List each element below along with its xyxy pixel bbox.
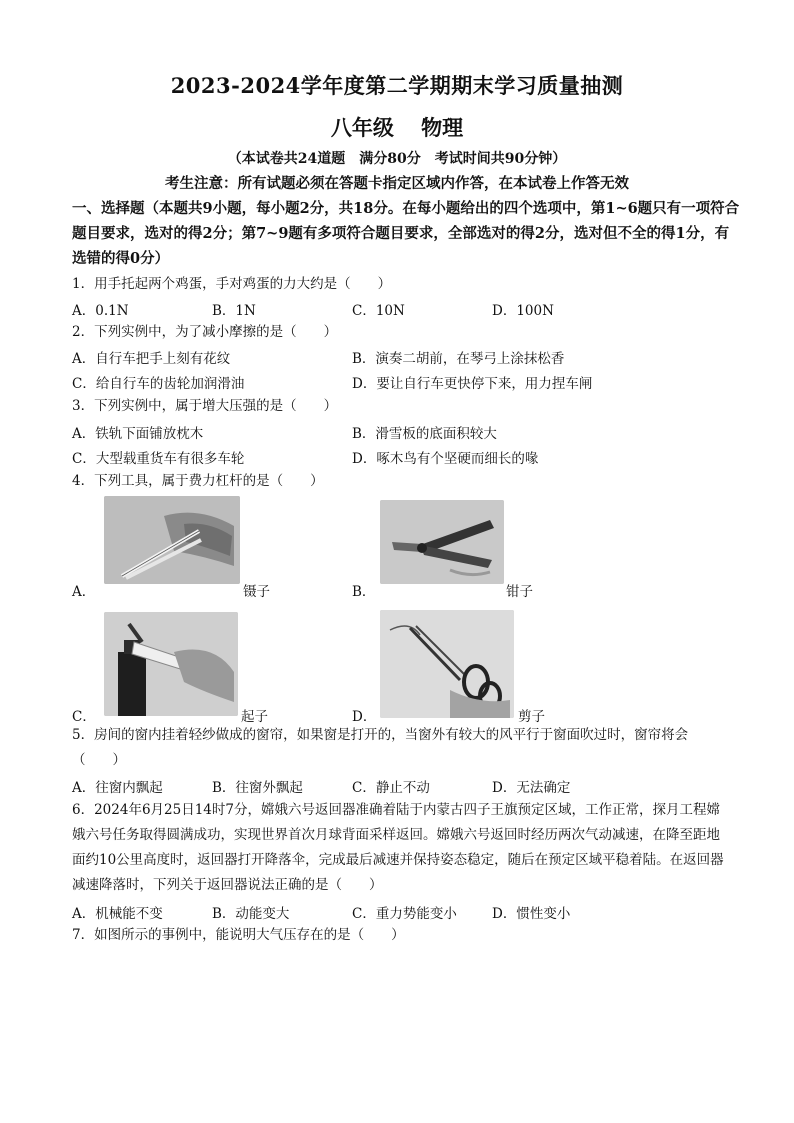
question-2-options-row1: [72, 347, 732, 369]
exam-subtitle: [0, 112, 794, 142]
option-c: C．给自行车的齿轮加润滑油: [72, 376, 245, 392]
subject-label: 物理: [421, 115, 464, 140]
exam-notice: 考生注意：所有试题必须在答题卡指定区域内作答，在本试卷上作答无效: [165, 175, 629, 192]
option-d: D．100N: [492, 303, 554, 319]
option-d: D．啄木鸟有个坚硬而细长的喙: [352, 451, 539, 467]
exam-meta: （本试卷共24道题 满分80分 考试时间共90分钟）: [227, 151, 567, 167]
question-3-options-row1: [72, 422, 732, 444]
bottle-opener-photo: [104, 612, 238, 716]
option-a: A．铁轨下面铺放枕木: [72, 426, 204, 442]
question-2-options-row2: [72, 372, 732, 394]
grade-label: 八年级: [330, 115, 394, 140]
question-7-stem: 7．如图所示的事例中，能说明大气压存在的是（ ）: [72, 927, 405, 943]
option-d: D．: [352, 709, 377, 725]
question-3-options-row2: [72, 447, 732, 469]
option-d: D．惯性变小: [492, 906, 571, 922]
option-b: B．1N: [212, 303, 256, 319]
option-b: B．: [352, 584, 376, 600]
scissors-photo: [380, 610, 514, 718]
option-b: B．滑雪板的底面积较大: [352, 426, 497, 442]
option-c: C．10N: [352, 303, 405, 319]
option-a: A．: [72, 584, 96, 600]
pliers-photo: [380, 500, 504, 584]
exam-title: 2023-2024学年度第二学期期末学习质量抽测: [170, 73, 624, 98]
option-b: B．演奏二胡前，在琴弓上涂抹松香: [352, 351, 565, 367]
tweezers-label: 镊子: [243, 584, 270, 600]
option-d: D．要让自行车更快停下来，用力捏车闸: [352, 376, 593, 392]
pliers-label: 钳子: [506, 584, 533, 600]
option-c: C．大型载重货车有很多车轮: [72, 451, 245, 467]
question-6-stem: 6．2024年6月25日14时7分，嫦娥六号返回器准确着陆于内蒙古四子王旗预定区域，工作正常，探月工程嫦娥六号任务取得圆满成功，实现世界首次月球背面采样返回。嫦娥六号返回时经历两次气动减速，在降至距地面约10公里高度时，返回器打开降落伞，完成最后减速并保持姿态稳定，随后在预定区域平稳着陆。在返回器减速降落时，下列关于返回器说法正确的是（ ）: [72, 802, 724, 893]
option-c: C．重力势能变小: [352, 906, 457, 922]
question-6-options: [72, 902, 732, 924]
bottle-opener-icon: [104, 612, 238, 716]
question-4-stem: 4．下列工具，属于费力杠杆的是（ ）: [72, 473, 324, 489]
option-c: C．: [72, 709, 96, 725]
scissors-icon: [380, 610, 514, 718]
question-5-options: [72, 776, 732, 798]
option-c: C．静止不动: [352, 780, 430, 796]
tweezers-icon: [104, 496, 240, 584]
option-a: A．0.1N: [72, 303, 129, 319]
question-1-stem: 1．用手托起两个鸡蛋，手对鸡蛋的力大约是（ ）: [72, 276, 392, 292]
question-3-stem: 3．下列实例中，属于增大压强的是（ ）: [72, 398, 338, 414]
bottle-opener-label: 起子: [241, 709, 268, 725]
question-1-options: [72, 299, 732, 321]
scissors-label: 剪子: [518, 709, 545, 725]
option-b: B．往窗外飘起: [212, 780, 303, 796]
pliers-icon: [380, 500, 504, 584]
tweezers-photo: [104, 496, 240, 584]
question-5-stem: 5．房间的窗内挂着轻纱做成的窗帘，如果窗是打开的，当窗外有较大的风平行于窗面吹过时，窗帘将会（ ）: [72, 727, 689, 768]
option-a: A．机械能不变: [72, 906, 163, 922]
question-2-stem: 2．下列实例中，为了减小摩擦的是（ ）: [72, 324, 338, 340]
option-a: A．自行车把手上刻有花纹: [72, 351, 231, 367]
section-heading: 一、选择题（本题共9小题，每小题2分，共18分。在每小题给出的四个选项中，第1~6题只有一项符合题目要求，选对的得2分；第7~9题有多项符合题目要求，全部选对的得2分，选对但不全的得1分，有选错的得0分）: [72, 200, 740, 267]
option-a: A．往窗内飘起: [72, 780, 163, 796]
option-d: D．无法确定: [492, 780, 571, 796]
option-b: B．动能变大: [212, 906, 290, 922]
